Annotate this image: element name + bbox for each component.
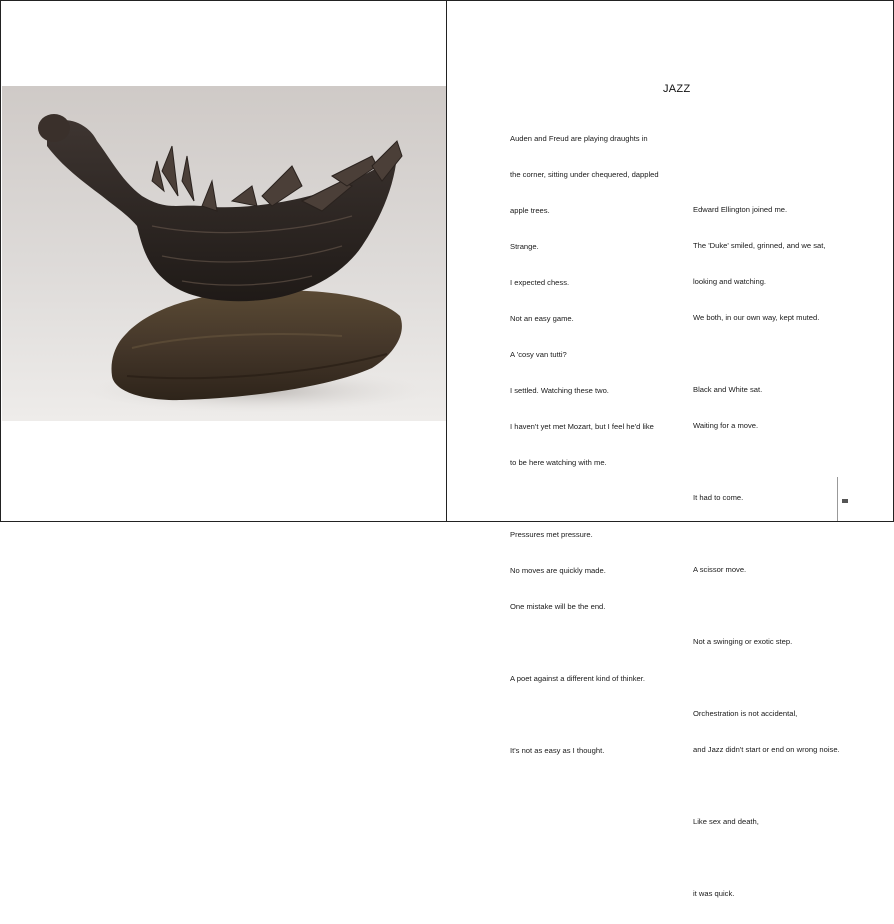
poem-line: Not a swinging or exotic step. [693, 637, 793, 646]
poem-line: Like sex and death, [693, 817, 759, 826]
poem-line [693, 672, 883, 684]
poem-line: It's not as easy as I thought. [510, 746, 605, 755]
left-page [1, 1, 446, 521]
poem-line: We both, in our own way, kept muted. [693, 313, 820, 322]
poem-line [510, 493, 680, 505]
poem-line [510, 709, 680, 721]
poem-line [693, 348, 883, 360]
poem-line: No moves are quickly made. [510, 566, 606, 575]
poem-line: the corner, sitting under chequered, dappled [510, 170, 659, 179]
poem-line: I expected chess. [510, 278, 570, 287]
poem-line: A 'cosy van tutti? [510, 350, 567, 359]
poem-line: Not an easy game. [510, 314, 574, 323]
poem-line [693, 528, 883, 540]
poem-line [693, 852, 883, 864]
poem-line: I haven't yet met Mozart, but I feel he'd like [510, 422, 654, 431]
poem-line: to be here watching with me. [510, 458, 607, 467]
poem-line: looking and watching. [693, 277, 767, 286]
poem-line: A poet against a different kind of thinker. [510, 674, 645, 683]
poem-column-left [510, 109, 680, 781]
poem-line: Edward Ellington joined me. [693, 205, 788, 214]
poem-line: Strange. [510, 242, 539, 251]
poem-line: I settled. Watching these two. [510, 386, 609, 395]
poem-line: and Jazz didn't start or end on wrong noise. [693, 745, 840, 754]
poem-line: Pressures met pressure. [510, 530, 593, 539]
poem-line: A scissor move. [693, 565, 747, 574]
poem-title: JAZZ [663, 83, 691, 95]
sculpture-image [2, 86, 446, 421]
poem-line [693, 780, 883, 792]
poem-line: it was quick. [693, 889, 735, 898]
poem-line: Orchestration is not accidental, [693, 709, 798, 718]
poem-line: apple trees. [510, 206, 550, 215]
poem-line: The 'Duke' smiled, grinned, and we sat, [693, 241, 826, 250]
poem-column-right [693, 180, 883, 924]
poem-line [510, 637, 680, 649]
poem-line: Waiting for a move. [693, 421, 759, 430]
poem-line: Black and White sat. [693, 385, 763, 394]
poem-line: Auden and Freud are playing draughts in [510, 134, 648, 143]
page-corner-rule [837, 477, 838, 521]
poem-line: It had to come. [693, 493, 744, 502]
poem-line [693, 600, 883, 612]
sculpture-photo [2, 86, 446, 421]
page-number-marker [842, 499, 848, 503]
right-page [447, 1, 893, 898]
poem-line [693, 456, 883, 468]
poem-line: One mistake will be the end. [510, 602, 606, 611]
